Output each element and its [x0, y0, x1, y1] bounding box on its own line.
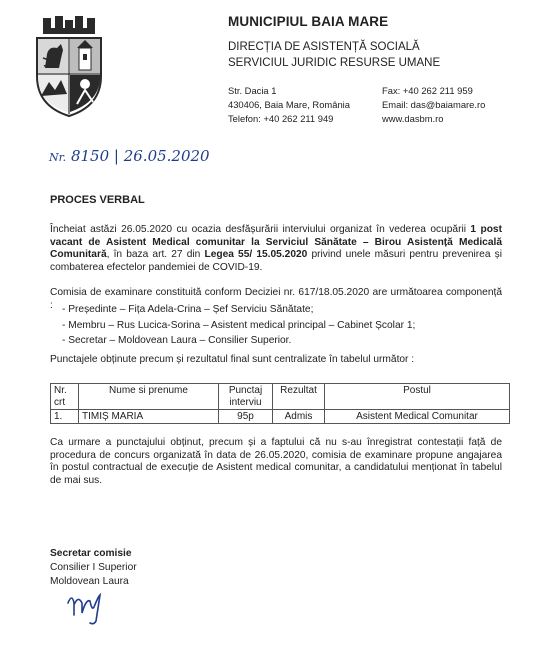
- contact-street: Str. Dacia 1: [228, 85, 277, 96]
- cell-nr: 1.: [51, 410, 79, 424]
- table-header-row: [51, 384, 510, 410]
- contact-website: www.dasbm.ro: [382, 113, 444, 124]
- scores-paragraph: Punctajele obținute precum și rezultatul final sunt centralizate în tabelul următor :: [50, 354, 415, 365]
- header-score: Punctaj interviu: [219, 384, 273, 410]
- intro-post-bold: 1 post vacant de Asistent Medical comunitar la Serviciul Sănătate – Birou Asistență Medicală Comunitară: [50, 224, 502, 261]
- intro-text-1: Încheiat astăzi 26.05.2020 cu ocazia desfășurării interviului organizat în vederea ocupării: [50, 224, 471, 235]
- intro-text-3: privind unele măsuri pentru prevenirea și combaterea efectelor pandemiei de COVID-19.: [50, 249, 502, 273]
- contact-fax: Fax: +40 262 211 959: [382, 85, 473, 96]
- header-nr-crt: Nr. crt: [51, 384, 79, 410]
- cell-name: TIMIȘ MARIA: [79, 410, 219, 424]
- directorate-name: DIRECȚIA DE ASISTENȚĂ SOCIALĂ: [228, 41, 420, 53]
- cell-post: Asistent Medical Comunitar: [325, 410, 510, 424]
- service-name: SERVICIUL JURIDIC RESURSE UMANE: [228, 57, 441, 69]
- intro-text-2: , în baza art. 27 din: [106, 249, 205, 261]
- handwritten-signature: [62, 585, 114, 627]
- registration-number: [49, 147, 210, 165]
- municipality-name: MUNICIPIUL BAIA MARE: [228, 14, 389, 29]
- header-post: Postul: [325, 384, 510, 410]
- tower-icon: [70, 39, 100, 73]
- baia-mare-coat-of-arms: [27, 14, 111, 118]
- registration-label: Nr.: [49, 151, 67, 164]
- contact-email: Email: das@baiamare.ro: [382, 99, 486, 110]
- signature-role: Secretar comisie: [50, 548, 132, 559]
- lion-icon: [38, 39, 68, 73]
- signature-name: Moldovean Laura: [50, 576, 129, 587]
- table-row: [51, 410, 510, 424]
- cell-score: 95p: [219, 410, 273, 424]
- signature-title: Consilier I Superior: [50, 562, 137, 573]
- contact-online: [382, 84, 485, 126]
- contact-city: 430406, Baia Mare, România: [228, 99, 350, 110]
- commission-paragraph: Comisia de examinare constituită conform Deciziei nr. 617/18.05.2020 are următoarea componență :: [50, 287, 502, 311]
- member-secretary: - Secretar – Moldovean Laura – Consilier Superior.: [62, 335, 292, 346]
- conclusion-paragraph: Ca urmare a punctajului obținut, precum și a faptului că nu s-au înregistrat contestații față de procedura de concurs organizată în data de 26.05.2020, comisia de examinare propune angajarea în postul contractual de execuție de Asistent medical comunitar, a candidatului menționat în tabelul de mai sus.: [50, 437, 502, 486]
- intro-law-bold: Legea 55/ 15.05.2020: [204, 249, 308, 261]
- header-name: Nume si prenume: [79, 384, 219, 410]
- document-title: PROCES VERBAL: [50, 194, 145, 206]
- contact-address: [228, 84, 350, 126]
- member-member: - Membru – Rus Lucica-Sorina – Asistent medical principal – Cabinet Școlar 1;: [62, 320, 416, 331]
- header-result: Rezultat: [273, 384, 325, 410]
- cell-result: Admis: [273, 410, 325, 424]
- registration-value: 8150 | 26.05.2020: [70, 147, 210, 165]
- contact-phone: Telefon: +40 262 211 949: [228, 113, 334, 124]
- results-table: [50, 383, 510, 424]
- crown-icon: [43, 16, 95, 34]
- intro-paragraph: [50, 224, 502, 274]
- member-president: - Președinte – Fița Adela-Crina – Șef Serviciu Sănătate;: [62, 304, 314, 315]
